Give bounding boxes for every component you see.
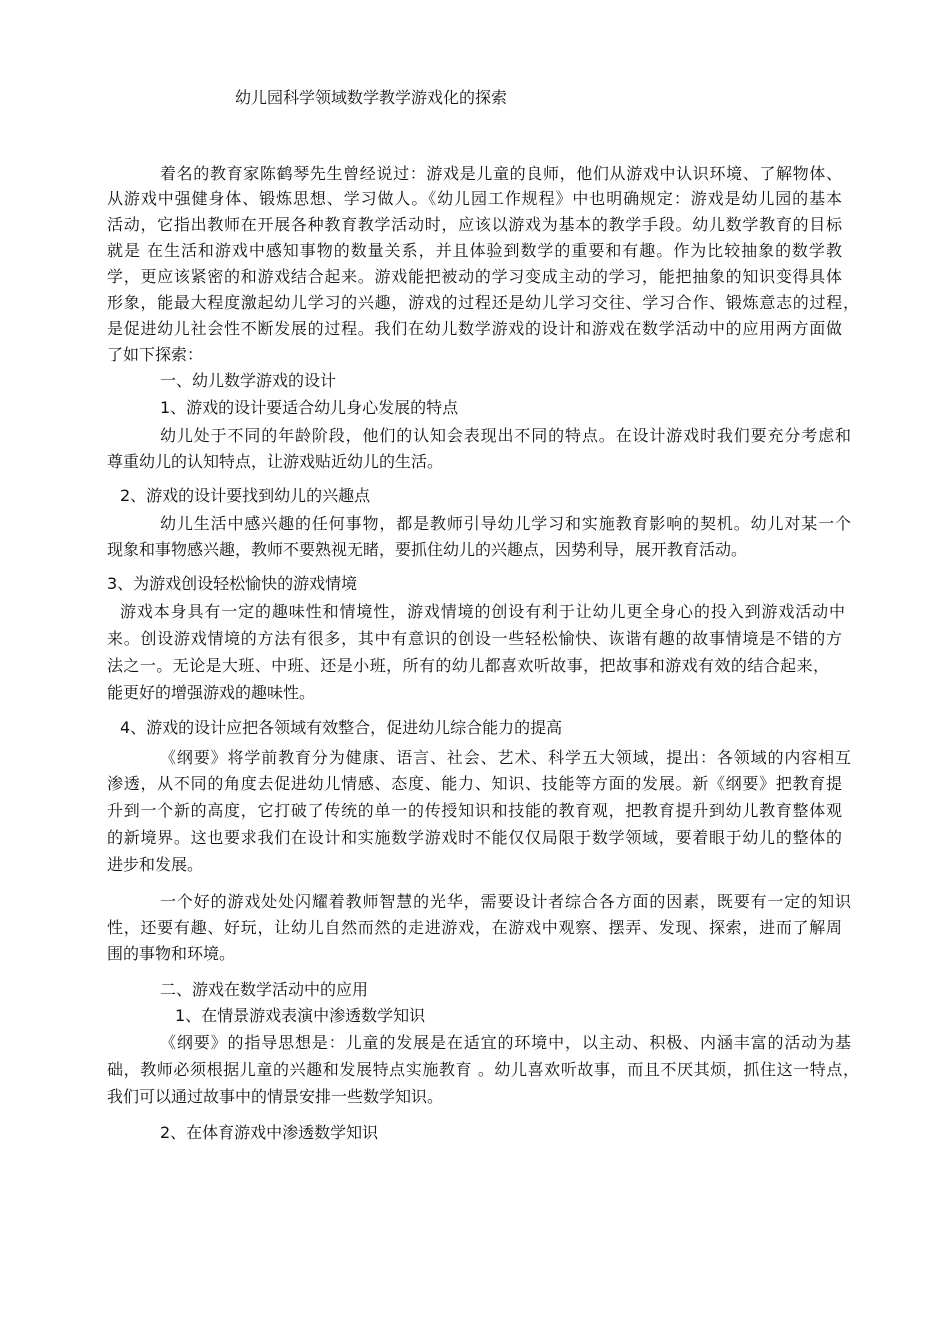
paragraph-line: 《纲要》将学前教育分为健康、语言、社会、艺术、科学五大领域，提出：各领域的内容相互	[160, 748, 851, 767]
paragraph-line: 渗透，从不同的角度去促进幼儿情感、态度、能力、知识、技能等方面的发展。新《纲要》把教育提	[107, 774, 842, 793]
paragraph-line: 性，还要有趣、好玩，让幼儿自然而然的走进游戏，在游戏中观察、摆弄、发现、探索，进而了解周	[107, 918, 842, 937]
paragraph-line: 学，更应该紧密的和游戏结合起来。游戏能把被动的学习变成主动的学习，能把抽象的知识变得具体	[107, 267, 842, 286]
paragraph-line: 一个好的游戏处处闪耀着教师智慧的光华，需要设计者综合各方面的因素，既要有一定的知识	[160, 892, 851, 911]
subsection-heading: 2、游戏的设计要找到幼儿的兴趣点	[120, 486, 371, 505]
section-heading: 一、幼儿数学游戏的设计	[160, 371, 337, 390]
paragraph-line: 现象和事物感兴趣，教师不要熟视无睹，要抓住幼儿的兴趣点，因势利导，展开教育活动。	[107, 540, 748, 559]
section-heading: 二、游戏在数学活动中的应用	[160, 980, 369, 999]
paragraph-line: 尊重幼儿的认知特点，让游戏贴近幼儿的生活。	[107, 452, 444, 471]
paragraph-line: 游戏本身具有一定的趣味性和情境性，游戏情境的创设有利于让幼儿更全身心的投入到游戏活动中	[120, 602, 845, 621]
paragraph-line: 就是 在生活和游戏中感知事物的数量关系，并且体验到数学的重要和有趣。作为比较抽象的数学教	[107, 241, 842, 260]
paragraph-line: 能更好的增强游戏的趣味性。	[107, 683, 316, 702]
paragraph-line: 了如下探索：	[107, 345, 204, 364]
paragraph-line: 升到一个新的高度，它打破了传统的单一的传授知识和技能的教育观，把教育提升到幼儿教育整体观	[107, 801, 842, 820]
paragraph-line: 法之一。无论是大班、中班、还是小班，所有的幼儿都喜欢听故事，把故事和游戏有效的结合起来，	[107, 656, 829, 675]
paragraph-line: 着名的教育家陈鹤琴先生曾经说过：游戏是儿童的良师，他们从游戏中认识环境、了解物体、	[160, 164, 842, 183]
subsection-heading: 1、在情景游戏表演中渗透数学知识	[175, 1006, 426, 1025]
paragraph-line: 我们可以通过故事中的情景安排一些数学知识。	[107, 1087, 444, 1106]
paragraph-line: 进步和发展。	[107, 855, 204, 874]
paragraph-line: 幼儿处于不同的年龄阶段，他们的认知会表现出不同的特点。在设计游戏时我们要充分考虑和	[160, 426, 851, 445]
paragraph-line: 础，教师必须根据儿童的兴趣和发展特点实施教育 。幼儿喜欢听故事，而且不厌其烦，抓住这一特点，	[107, 1060, 859, 1079]
paragraph-line: 形象，能最大程度激起幼儿学习的兴趣，游戏的过程还是幼儿学习交往、学习合作、锻炼意志的过程，	[107, 293, 859, 312]
paragraph-line: 是促进幼儿社会性不断发展的过程。我们在幼儿数学游戏的设计和游戏在数学活动中的应用两方面做	[107, 319, 842, 338]
paragraph-line: 围的事物和环境。	[107, 944, 236, 963]
paragraph-line: 幼儿生活中感兴趣的任何事物，都是教师引导幼儿学习和实施教育影响的契机。幼儿对某一个	[160, 514, 851, 533]
subsection-heading: 1、游戏的设计要适合幼儿身心发展的特点	[160, 398, 459, 417]
subsection-heading: 4、游戏的设计应把各领域有效整合，促进幼儿综合能力的提高	[120, 718, 563, 737]
paragraph-line: 来。创设游戏情境的方法有很多，其中有意识的创设一些轻松愉快、诙谐有趣的故事情境是不错的方	[107, 629, 842, 648]
subsection-heading: 2、在体育游戏中渗透数学知识	[160, 1123, 379, 1142]
subsection-heading: 3、为游戏创设轻松愉快的游戏情境	[107, 574, 358, 593]
document-title: 幼儿园科学领域数学教学游戏化的探索	[235, 88, 508, 107]
paragraph-line: 活动，它指出教师在开展各种教育教学活动时，应该以游戏为基本的教学手段。幼儿数学教育的目标	[107, 215, 842, 234]
paragraph-line: 从游戏中强健身体、锻炼思想、学习做人。《幼儿园工作规程》中也明确规定：游戏是幼儿园的基本	[107, 189, 842, 208]
paragraph-line: 的新境界。这也要求我们在设计和实施数学游戏时不能仅仅局限于数学领域，要着眼于幼儿的整体的	[107, 828, 842, 847]
paragraph-line: 《纲要》的指导思想是：儿童的发展是在适宜的环境中，以主动、积极、内涵丰富的活动为基	[160, 1033, 851, 1052]
